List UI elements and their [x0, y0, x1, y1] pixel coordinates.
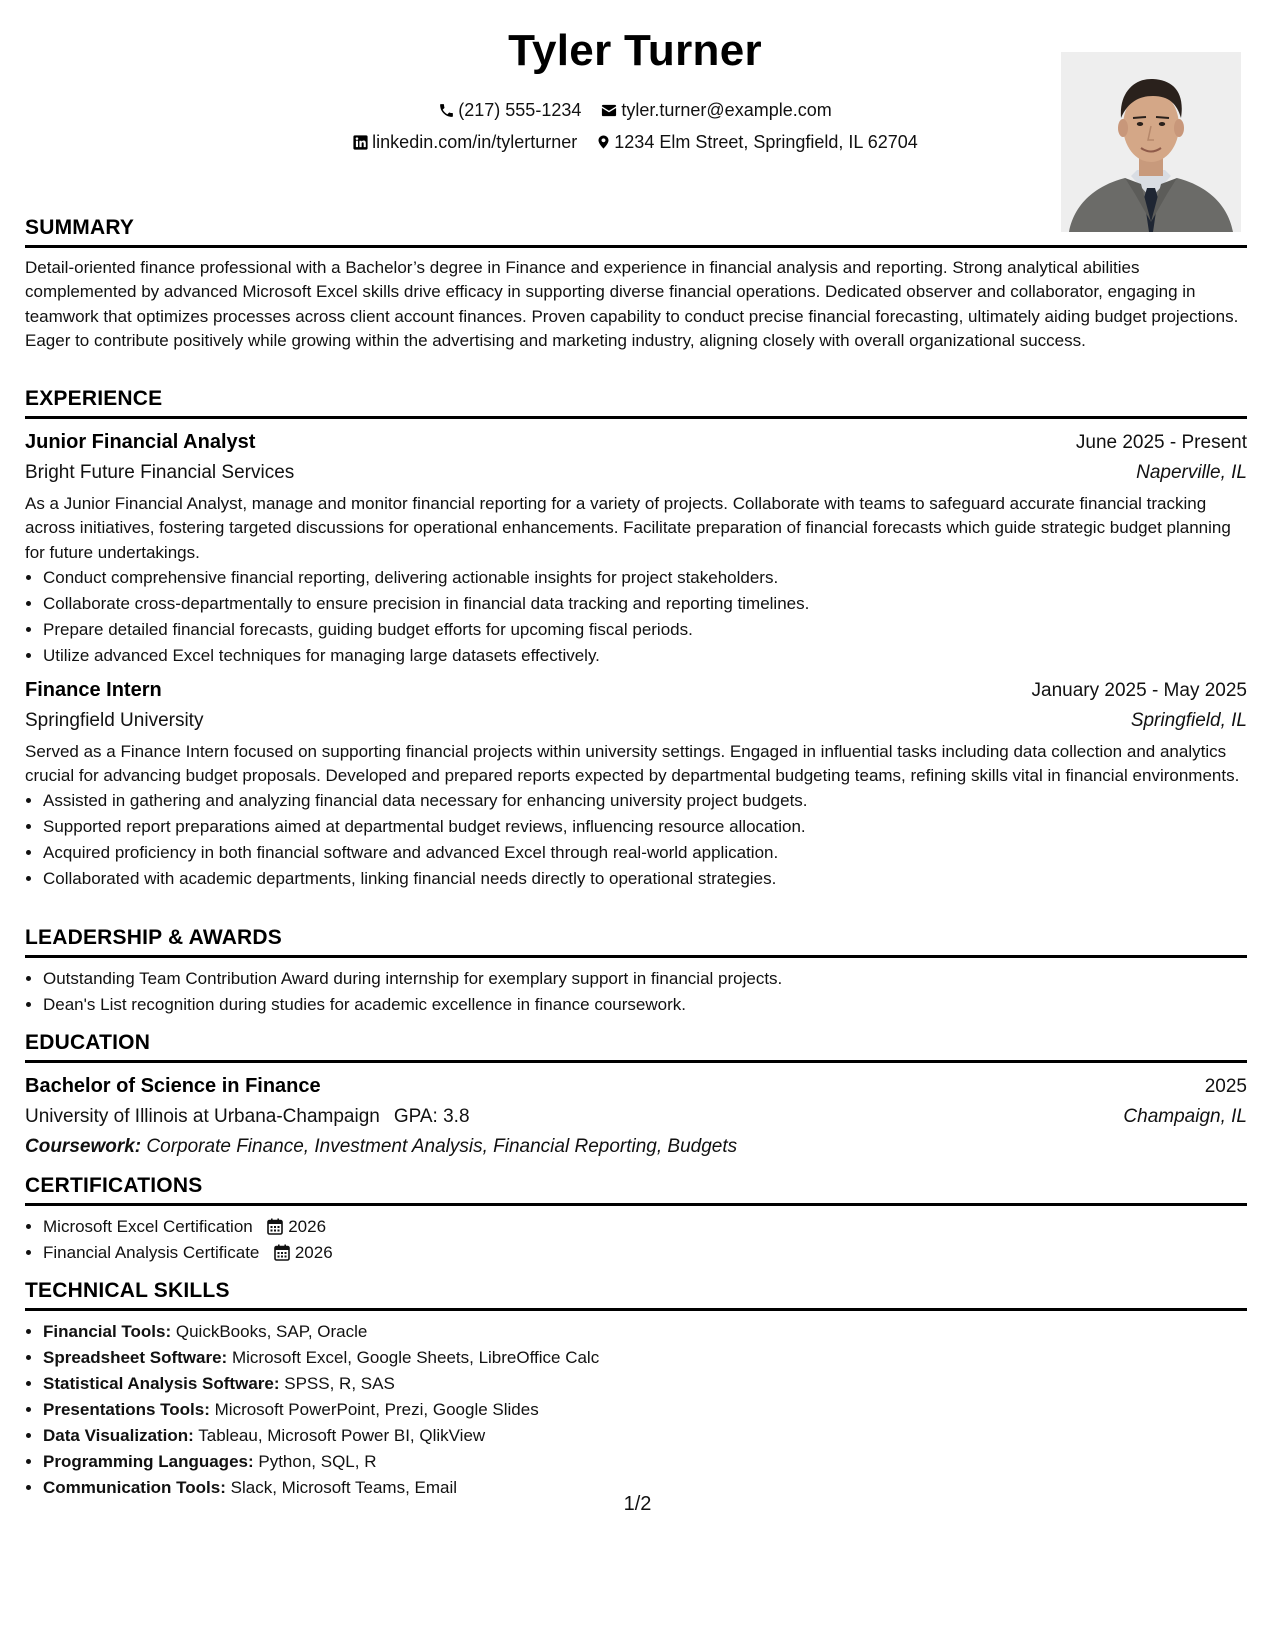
skill-item — [43, 1371, 1247, 1397]
job-bullet: • Collaborate cross-departmentally to ensure precision in financial data tracking and reporting timelines. — [43, 591, 1247, 617]
education-school-row — [25, 1102, 1247, 1132]
skill-value: Python, SQL, R — [258, 1452, 377, 1471]
gpa-text: GPA: 3.8 — [393, 1106, 470, 1127]
skill-value: Microsoft PowerPoint, Prezi, Google Slides — [214, 1400, 539, 1419]
coursework-line — [25, 1132, 1247, 1162]
skill-value: Slack, Microsoft Teams, Email — [230, 1478, 458, 1497]
section-title-education: EDUCATION — [25, 1030, 1247, 1063]
address-text: 1234 Elm Street, Springfield, IL 62704 — [614, 132, 918, 152]
phone-text: (217) 555-1234 — [458, 100, 582, 120]
contact-linkedin[interactable] — [352, 132, 577, 153]
coursework-list: Corporate Finance, Investment Analysis, Financial Reporting, Budgets — [146, 1136, 738, 1157]
leadership-section — [25, 925, 1247, 1018]
job-header-row — [25, 675, 1247, 706]
summary-section — [25, 215, 1247, 353]
award-list — [25, 966, 1247, 1018]
job-title: Finance Intern — [25, 678, 162, 701]
skill-value: Tableau, Microsoft Power BI, QlikView — [198, 1426, 486, 1445]
school-location: Champaign, IL — [1123, 1106, 1247, 1127]
job-bullet: • Supported report preparations aimed at departmental budget reviews, influencing resource allocation. — [43, 814, 1247, 840]
skill-item — [43, 1345, 1247, 1371]
job-location: Naperville, IL — [1136, 462, 1247, 483]
skill-value: QuickBooks, SAP, Oracle — [175, 1322, 368, 1341]
job-bullet: • Prepare detailed financial forecasts, guiding budget efforts for upcoming fiscal periods. — [43, 617, 1247, 643]
school-name: University of Illinois at Urbana-Champaign — [25, 1106, 380, 1127]
job-company-row — [25, 706, 1247, 736]
certification-name: Financial Analysis Certificate — [43, 1243, 260, 1262]
skill-label: Spreadsheet Software: — [43, 1348, 228, 1367]
certifications-section — [25, 1173, 1247, 1266]
job-entry — [25, 427, 1247, 669]
contact-address — [596, 132, 918, 153]
phone-icon — [438, 102, 455, 119]
award-item: • Dean's List recognition during studies for academic excellence in finance coursework. — [43, 992, 1247, 1018]
calendar-icon — [267, 1218, 283, 1235]
certification-year: 2026 — [294, 1243, 333, 1262]
certification-item — [43, 1240, 1247, 1266]
job-dates: June 2025 - Present — [1075, 432, 1247, 453]
coursework-label: Coursework: — [25, 1136, 142, 1157]
linkedin-text[interactable]: linkedin.com/in/tylerturner — [372, 132, 578, 152]
section-title-certifications: CERTIFICATIONS — [25, 1173, 1247, 1206]
skill-label: Programming Languages: — [43, 1452, 254, 1471]
map-pin-icon — [596, 133, 611, 151]
job-title: Junior Financial Analyst — [25, 431, 256, 453]
skill-label: Statistical Analysis Software: — [43, 1374, 280, 1393]
school-info — [25, 1102, 470, 1132]
skill-item — [43, 1319, 1247, 1345]
skill-value: SPSS, R, SAS — [284, 1374, 395, 1393]
section-title-leadership: LEADERSHIP & AWARDS — [25, 925, 1247, 958]
profile-photo — [1061, 52, 1241, 232]
certification-item — [43, 1214, 1247, 1240]
skills-section — [25, 1278, 1247, 1501]
skill-item — [43, 1423, 1247, 1449]
calendar-icon — [274, 1244, 290, 1261]
job-bullets — [25, 565, 1247, 669]
certification-name: Microsoft Excel Certification — [43, 1217, 253, 1236]
job-company-row — [25, 458, 1247, 488]
candidate-name: Tyler Turner — [508, 26, 762, 75]
skill-item — [43, 1397, 1247, 1423]
contact-email[interactable] — [600, 100, 831, 121]
award-item: • Outstanding Team Contribution Award during internship for exemplary support in financial projects. — [43, 966, 1247, 992]
section-title-experience: EXPERIENCE — [25, 386, 1247, 419]
portrait-image — [1061, 52, 1241, 232]
contact-phone — [438, 100, 581, 121]
certification-list — [25, 1214, 1247, 1266]
job-dates: January 2025 - May 2025 — [1031, 679, 1247, 701]
skill-label: Data Visualization: — [43, 1426, 194, 1445]
graduation-year: 2025 — [1204, 1076, 1247, 1097]
summary-text: Detail-oriented finance professional with a Bachelor’s degree in Finance and experience in financial analysis and reporting. Strong analytical abilities complemented by advanced Microsoft Excel skills drive efficacy in supporting diverse financial operations. Dedicated observer and collaborator, engaging in teamwork that optimizes processes across client account finances. Proven capability to conduct precise financial forecasting, ultimately aiding budget projections. Eager to contribute positively while growing within the advertising and marketing industry, aligning closely with overall organizational success. — [25, 258, 1239, 350]
job-location: Springfield, IL — [1130, 709, 1247, 731]
education-section — [25, 1030, 1247, 1162]
envelope-icon — [600, 102, 618, 119]
degree-title: Bachelor of Science in Finance — [25, 1075, 321, 1097]
job-description: Served as a Finance Intern focused on supporting financial projects within university settings. Engaged in influential tasks including data collection and analytics crucial for advancing budget proposals. Developed and prepared reports expected by departmental budgeting teams, refining skills vital in financial environments. — [25, 741, 1240, 786]
section-title-summary: SUMMARY — [25, 215, 1247, 248]
skill-label: Financial Tools: — [43, 1322, 172, 1341]
section-title-skills: TECHNICAL SKILLS — [25, 1278, 1247, 1311]
skill-label: Presentations Tools: — [43, 1400, 210, 1419]
job-bullet: • Utilize advanced Excel techniques for managing large datasets effectively. — [43, 643, 1247, 669]
job-bullet: • Conduct comprehensive financial reporting, delivering actionable insights for project stakeholders. — [43, 565, 1247, 591]
education-header-row — [25, 1071, 1247, 1102]
job-bullet: • Assisted in gathering and analyzing financial data necessary for enhancing university project budgets. — [43, 788, 1247, 814]
skills-list — [25, 1319, 1247, 1501]
job-bullet: • Acquired proficiency in both financial software and advanced Excel through real-world application. — [43, 840, 1247, 866]
job-header-row — [25, 427, 1247, 458]
job-description: As a Junior Financial Analyst, manage and monitor financial reporting for a variety of projects. Collaborate with teams to safeguard accurate financial tracking across initiatives, fostering targeted discussions for operational enhancements. Facilitate preparation of financial forecasts which guide strategic budget planning for future undertakings. — [25, 494, 1231, 562]
skill-item — [43, 1449, 1247, 1475]
skill-value: Microsoft Excel, Google Sheets, LibreOffice Calc — [231, 1348, 600, 1367]
skill-label: Communication Tools: — [43, 1478, 226, 1497]
job-entry — [25, 675, 1247, 893]
linkedin-icon — [352, 134, 369, 151]
job-bullets — [25, 788, 1247, 892]
job-company: Bright Future Financial Services — [25, 462, 295, 483]
page-number: 1/2 — [623, 1493, 652, 1515]
email-text[interactable]: tyler.turner@example.com — [621, 100, 832, 120]
resume-header — [25, 20, 1245, 220]
job-company: Springfield University — [25, 709, 204, 731]
certification-year: 2026 — [288, 1217, 327, 1236]
experience-section — [25, 386, 1247, 892]
job-bullet: • Collaborated with academic departments, linking financial needs directly to operational strategies. — [43, 866, 1247, 892]
